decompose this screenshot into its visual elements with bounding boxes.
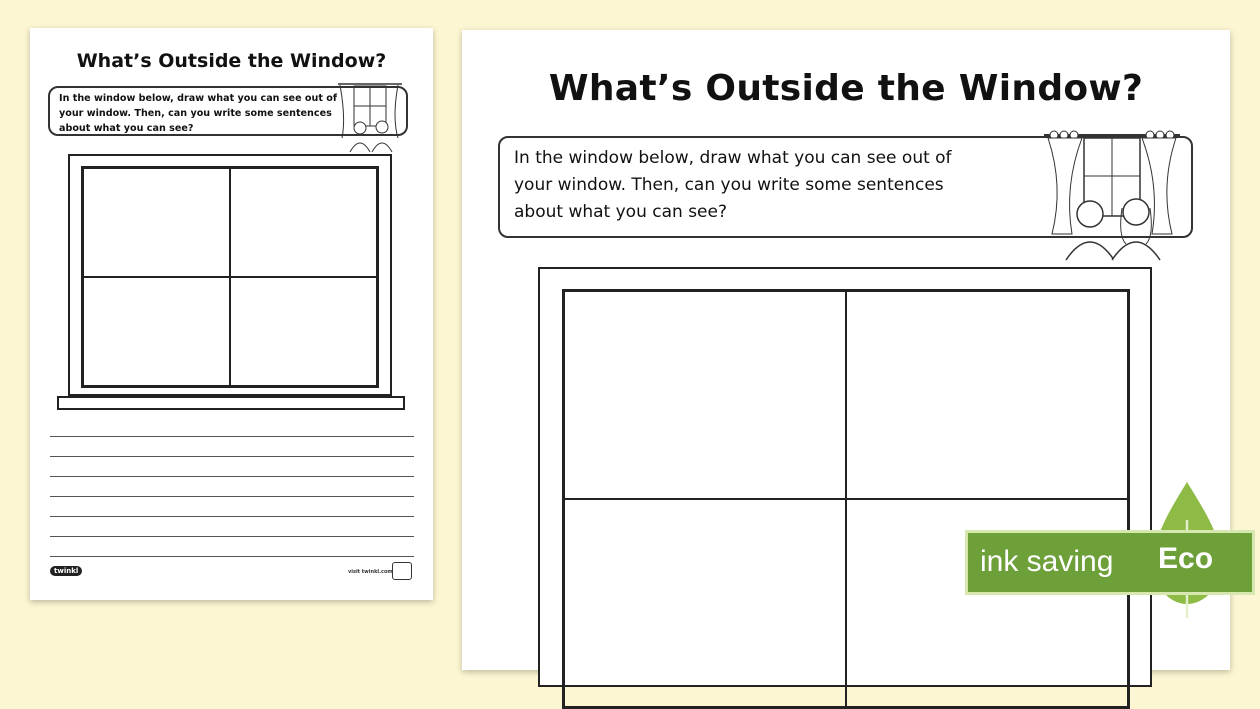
main-window-frame — [538, 267, 1152, 687]
thumbnail-instructions-text: In the window below, draw what you can see out of your window. Then, can you write some sentences about what you can see? — [59, 93, 338, 134]
writing-line[interactable] — [50, 436, 414, 437]
window-pane — [83, 277, 230, 386]
window-pane — [564, 499, 846, 707]
thumbnail-window-sill — [57, 396, 405, 410]
writing-line[interactable] — [50, 536, 414, 537]
footer-url: visit twinkl.com — [348, 569, 393, 575]
instructions-line-2: your window. Then, can you write some sentences — [514, 175, 944, 195]
main-title: What’s Outside the Window? — [548, 68, 1144, 109]
window-pane — [564, 291, 846, 499]
writing-line[interactable] — [50, 476, 414, 477]
window-pane — [83, 168, 230, 277]
writing-line[interactable] — [50, 556, 414, 557]
worksheet-thumbnail[interactable] — [30, 28, 433, 600]
writing-line[interactable] — [50, 496, 414, 497]
footer-badge — [392, 562, 412, 580]
eco-tag: Eco — [1158, 542, 1214, 575]
instructions-line-1: In the window below, draw what you can see out of — [514, 148, 952, 168]
window-pane — [846, 291, 1128, 499]
main-drawing-area[interactable] — [562, 289, 1130, 709]
writing-line[interactable] — [50, 516, 414, 517]
ink-saving-label: ink saving — [980, 545, 1114, 578]
window-pane — [230, 277, 377, 386]
thumbnail-title: What’s Outside the Window? — [76, 50, 387, 72]
writing-line[interactable] — [50, 456, 414, 457]
twinkl-logo: twinkl — [50, 566, 82, 576]
thumbnail-drawing-area[interactable] — [81, 166, 379, 388]
window-pane — [230, 168, 377, 277]
instructions-line-3: about what you can see? — [514, 202, 727, 222]
window-with-children-illustration — [1042, 126, 1182, 262]
window-with-children-illustration — [336, 78, 404, 154]
thumbnail-window-frame — [68, 154, 392, 396]
